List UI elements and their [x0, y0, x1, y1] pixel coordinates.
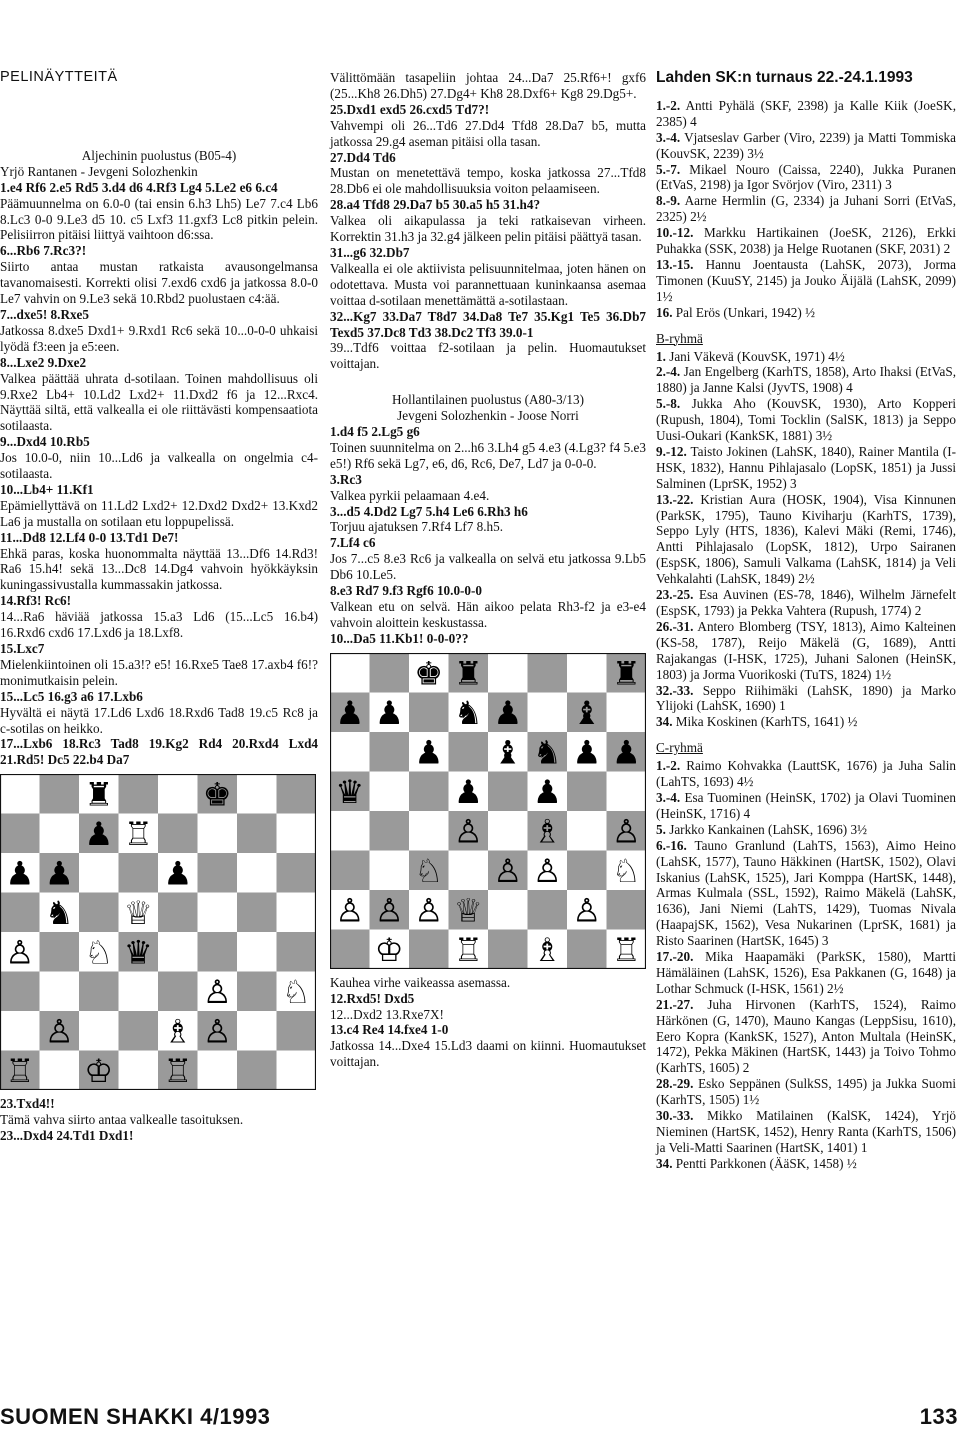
annotation-text: Siirto antaa mustan ratkaista avausongelmansa tavanomaisesti. Korrekti olisi 7.exd6 cxd6 ja jatkossa 8.0-0 Le7 vahvin on 9.Le3 sekä 10.Rbd2 puolustaen c4:ää.: [0, 259, 318, 307]
board-square: [567, 850, 607, 890]
chess-piece: ♜: [453, 654, 483, 693]
result-text: Jan Engelberg (KarhTS, 1858), Arto Ihaksi (EtVaS, 1880) ja Janne Kalsi (JyvTS, 1908) 4: [656, 364, 956, 396]
result-rank: 26.-31.: [656, 618, 694, 634]
board-square: [330, 850, 370, 890]
board-square: [567, 653, 607, 693]
section-title: PELINÄYTTEITÄ: [0, 69, 118, 85]
result-entry: [656, 444, 956, 492]
chess-piece: ♙: [335, 891, 365, 930]
annotation-text: Vahvempi oli 26...Td6 27.Dd4 Tfd8 28.Da7 b5, mutta jatkossa 29.g4 aseman pitäisi olla tasan.: [330, 117, 646, 149]
board-square: [528, 653, 568, 693]
result-text: Pal Erös (Unkari, 1942) ½: [672, 304, 815, 320]
chess-board-1: [0, 774, 316, 1090]
board-square: [449, 850, 489, 890]
move-line: 10...Da5 11.Kb1! 0-0-0??: [330, 630, 469, 646]
left-column: [0, 70, 318, 1144]
board-square: [409, 929, 449, 969]
move-line: 8...Lxe2 9.Dxe2: [0, 354, 87, 370]
result-rank: 2.-4.: [656, 364, 681, 380]
board-square: [277, 893, 317, 933]
chess-piece: ♟: [453, 772, 483, 811]
result-rank: 10.-12.: [656, 225, 694, 241]
annotation-text: 12...Dxd2 13.Rxe7X!: [330, 1006, 444, 1022]
move-line: 28.a4 Tfd8 29.Da7 b5 30.a5 h5 31.h4?: [330, 197, 541, 213]
board-square: [449, 732, 489, 772]
chess-piece: ♟: [572, 733, 602, 772]
result-text: Esa Auvinen (ES-78, 1846), Wilhelm Järnefelt (EspSK, 1793) ja Pekka Vahtera (Rupush, 1774) 2: [656, 587, 956, 618]
board-square: [40, 774, 80, 814]
board-square: [79, 893, 119, 933]
board-square: [488, 929, 528, 969]
chess-piece: ♙: [202, 973, 232, 1012]
board-square: [277, 774, 317, 814]
chess-piece: ♔: [374, 930, 404, 969]
board-square: [237, 972, 277, 1012]
chess-piece: ♗: [163, 1012, 193, 1051]
chess-piece: ♜: [84, 775, 114, 814]
chess-piece: ♝: [493, 733, 523, 772]
result-entry: [656, 758, 956, 790]
chess-piece: ♙: [572, 891, 602, 930]
chess-piece: ♟: [84, 815, 114, 854]
board-square: [607, 890, 647, 930]
result-entry: [656, 492, 956, 587]
board-square: [409, 771, 449, 811]
result-rank: 1.: [656, 348, 666, 364]
annotation-text: Jos 7...c5 8.e3 Rc6 ja valkealla on selvä etu jatkossa 9.Lb5 Db6 10.Le5.: [330, 551, 646, 583]
board-square: [119, 774, 159, 814]
result-text: Jukka Aho (KouvSK, 1930), Arto Kopperi (Rupush, 1804), Tomi Tocklin (SalSK, 1813) ja Seppo Uusi-Oukari (KankSK, 1881) 3½: [656, 396, 956, 444]
annotation-text: 14...Ra6 häviää jatkossa 15.a3 Ld6 (15...Lc5 16.b4) 16.Rxd6 cxd6 17.Lxd6 ja 18.Lxf8.: [0, 609, 318, 641]
result-entry: [656, 130, 956, 162]
board-square: [607, 771, 647, 811]
chess-piece: ♘: [281, 973, 311, 1012]
result-text: Jarkko Kankainen (LahSK, 1696) 3½: [665, 821, 867, 837]
right-column: [656, 70, 956, 1172]
result-entry: [656, 193, 956, 225]
result-rank: 34.: [656, 714, 673, 730]
board-square: [79, 972, 119, 1012]
chess-piece: ♔: [84, 1052, 114, 1091]
chess-piece: ♖: [453, 930, 483, 969]
chess-piece: ♘: [611, 851, 641, 890]
result-rank: 3.-4.: [656, 129, 681, 145]
annotation-text: Välittömään tasapeliin johtaa 24...Da7 25.Rf6+! gxf6 (25...Kh8 26.Dh5) 27.Dg4+ Kh8 28.Dxf6+ Kg8 29.Dg5+.: [330, 70, 646, 101]
board-square: [488, 653, 528, 693]
chess-piece: ♞: [532, 733, 562, 772]
annotation-text: Tämä vahva siirto antaa valkealle tasoituksen.: [0, 1112, 244, 1128]
board-square: [330, 811, 370, 851]
result-text: Mikael Nouro (Caissa, 2240), Jukka Puranen (EtVaS, 2198) ja Igor Svörjov (Viro, 2311) 3: [656, 161, 956, 193]
result-entry: [656, 1076, 956, 1108]
move-line: 14.Rf3! Rc6!: [0, 593, 72, 609]
result-text: Esko Seppänen (SulkSS, 1495) ja Jukka Suomi (KarhTS, 1505) 1½: [656, 1076, 956, 1108]
board-square: [0, 1011, 40, 1051]
chess-piece: ♟: [493, 693, 523, 732]
annotation-text: Epämiellyttävä on 11.Ld2 Lxd2+ 12.Dxd2 Dxd2+ 13.Kxd2 La6 ja mustalla on sotilaan etu loppupelissä.: [0, 497, 318, 529]
annotation-text: Mielenkiintoinen oli 15.a3!? e5! 16.Rxe5 Tae8 17.axb4 f6!? monimutkaisin pelein.: [0, 656, 318, 688]
board-square: [330, 732, 370, 772]
annotation-text: Valkean etu on selvä. Hän aikoo pelata Rh3-f2 ja e3-e4 vahvoin aloittein keskustassa.: [330, 599, 646, 630]
move-line: 23...Dxd4 24.Td1 Dxd1!: [0, 1128, 134, 1144]
game1-players: Yrjö Rantanen - Jevgeni Solozhenkin: [0, 163, 198, 179]
board-square: [198, 853, 238, 893]
chess-piece: ♖: [163, 1052, 193, 1091]
game1-heading: Aljechinin puolustus (B05-4): [81, 147, 237, 163]
board-square: [119, 853, 159, 893]
result-rank: 5.: [656, 821, 666, 837]
chess-piece: ♖: [5, 1052, 35, 1091]
result-entry: [656, 790, 956, 822]
chess-piece: ♞: [453, 693, 483, 732]
board-square: [198, 814, 238, 854]
chess-piece: ♗: [532, 812, 562, 851]
result-text: Jani Väkevä (KouvSK, 1971) 4½: [665, 348, 845, 364]
board-square: [198, 893, 238, 933]
board-square: [40, 1051, 80, 1091]
chess-piece: ♕: [123, 894, 153, 933]
annotation-text: Jatkossa 8.dxe5 Dxd1+ 9.Rxd1 Rc6 sekä 10...0-0-0 uhkaisi lyödä f3:een ja e5:een.: [0, 322, 318, 354]
result-text: Antero Blomberg (TSY, 1813), Aimo Kalteinen (KS-58, 1787), Reijo Mäkelä (G, 1689), Antti Rajakangas (I-HSK, 1725), Juhani Salonen (HeinSK, 1803) ja Jorma Vuorikoski (TuTS, 1824) 1½: [656, 618, 956, 682]
result-text: Raimo Kohvakka (LauttSK, 1676) ja Juha Salin (LahTS, 1693) 4½: [656, 758, 956, 790]
result-rank: 13.-15.: [656, 256, 694, 272]
board-square: [237, 814, 277, 854]
annotation-text: Hyvältä ei näytä 17.Ld6 Lxd6 18.Rxd6 Tad8 19.c5 Rc8 ja c-sotilas on heikko.: [0, 704, 318, 736]
result-entry: [656, 838, 956, 949]
chess-piece: ♙: [374, 891, 404, 930]
annotation-text: Valkealla ei ole aktiivista pelisuunnitelmaa, joten hänen on odotettava. Musta voi parannettuaan kuninkaansa asemaa voittaa d-sotilaan menettämättä a-sotilastaan.: [330, 260, 646, 308]
annotation-text: 39...Tdf6 voittaa f2-sotilaan ja pelin. Huomautukset voittajan.: [330, 340, 646, 372]
result-entry: [656, 822, 956, 838]
annotation-text: Toinen suunnitelma on 2...h6 3.Lh4 g5 4.e3 (4.Lg3? f4 5.e3 e5!) Rf6 sekä Lg7, e6, d6, Rc6, De7, Ld7 ja 0-0-0.: [330, 439, 646, 471]
annotation-text: Ehkä paras, koska huonommalta näyttää 13...Df6 14.Rd3! Ra6 15.h4! sekä 13...Dc8 14.Dg4 vahvoin hyökkäyksin kuningassivustalla kummassakin jatkossa.: [0, 545, 318, 593]
result-entry: [656, 997, 956, 1077]
result-rank: 9.-12.: [656, 443, 687, 459]
board-square: [119, 972, 159, 1012]
chess-piece: ♝: [572, 693, 602, 732]
board-square: [277, 1011, 317, 1051]
chess-piece: ♘: [84, 933, 114, 972]
board-square: [370, 732, 410, 772]
result-entry: [656, 364, 956, 396]
chess-piece: ♙: [611, 812, 641, 851]
result-text: Vjatseslav Garber (Viro, 2239) ja Matti Tommiska (KouvSK, 2239) 3½: [656, 129, 956, 161]
chess-piece: ♟: [374, 693, 404, 732]
move-line: 1.d4 f5 2.Lg5 g6: [330, 424, 420, 440]
board-square: [567, 929, 607, 969]
b-group-results: [656, 349, 956, 731]
chess-piece: ♙: [202, 1012, 232, 1051]
result-rank: 5.-8.: [656, 396, 681, 412]
board-square: [607, 692, 647, 732]
chess-piece: ♖: [123, 815, 153, 854]
tournament-title: Lahden SK:n turnaus 22.-24.1.1993: [656, 69, 913, 86]
result-entry: [656, 683, 956, 715]
main-group-results: [656, 98, 956, 321]
chess-piece: ♟: [611, 733, 641, 772]
move-line: 12.Rxd5! Dxd5: [330, 990, 415, 1006]
result-rank: 21.-27.: [656, 996, 694, 1012]
result-rank: 1.-2.: [656, 758, 681, 774]
game2-heading: Hollantilainen puolustus (A80-3/13): [392, 392, 584, 408]
result-text: Kristian Aura (HOSK, 1904), Visa Kinnunen (ParkSK, 1795), Tauno Kiviharju (KarhTS, 1739), Seppo Lyly (HTS, 1836), Kalevi Mäki (Remi, 1746), Antti Pihlajasalo (LopSK, 1812), Urpo Sairanen (EspSK, 1806), Samuli Valkama (LahSK, 1814) ja Veli Vehkalahti (LahSK, 1849) 2½: [656, 491, 956, 587]
annotation-text: Jos 10.0-0, niin 10...Ld6 ja valkealla on ongelmia c4-sotilaasta.: [0, 450, 318, 482]
annotation-text: Torjuu ajatuksen 7.Rf4 Lf7 8.h5.: [330, 519, 504, 535]
result-entry: [656, 396, 956, 444]
board-square: [567, 811, 607, 851]
chess-diagram-2: [330, 653, 646, 969]
game2-after-diagram: [330, 975, 646, 1070]
chess-piece: ♖: [611, 930, 641, 969]
chess-piece: ♙: [453, 812, 483, 851]
chess-piece: ♚: [202, 775, 232, 814]
result-entry: [656, 98, 956, 130]
result-text: Hannu Joentausta (LahSK, 2073), Jorma Timonen (KuuSY, 2145) ja Jouko Äijälä (LahSK, 2099) 1½: [656, 256, 956, 304]
move-line: 3.Rc3: [330, 471, 362, 487]
result-text: Markku Hartikainen (JoeSK, 2126), Erkki Puhakka (SSK, 2038) ja Helge Ruotanen (SKF, 2031) 2: [656, 225, 956, 257]
board-square: [237, 774, 277, 814]
board-square: [158, 774, 198, 814]
chess-piece: ♚: [414, 654, 444, 693]
annotation-text: Valkea pyrkii pelaamaan 4.e4.: [330, 487, 490, 503]
result-rank: 17.-20.: [656, 949, 694, 965]
board-square: [237, 893, 277, 933]
board-square: [330, 653, 370, 693]
result-entry: [656, 714, 956, 730]
chess-piece: ♗: [532, 930, 562, 969]
board-square: [409, 811, 449, 851]
move-line: 27.Dd4 Td6: [330, 149, 396, 165]
game2-body: [330, 424, 646, 647]
chess-piece: ♟: [532, 772, 562, 811]
board-square: [198, 1051, 238, 1091]
board-square: [237, 853, 277, 893]
annotation-text: Jatkossa 14...Dxe4 15.Ld3 daami on kiinni. Huomautukset voittajan.: [330, 1038, 646, 1070]
result-entry: [656, 949, 956, 997]
result-entry: [656, 619, 956, 683]
result-entry: [656, 257, 956, 305]
game1-after-diagram: [0, 1096, 318, 1144]
move-line: 8.e3 Rd7 9.f3 Rgf6 10.0-0-0: [330, 583, 483, 599]
move-line: 13.c4 Re4 14.fxe4 1-0: [330, 1022, 449, 1038]
chess-piece: ♟: [335, 693, 365, 732]
board-square: [0, 972, 40, 1012]
board-square: [277, 853, 317, 893]
move-line: 7.Lf4 c6: [330, 535, 376, 551]
result-rank: 23.-25.: [656, 587, 694, 603]
board-square: [528, 890, 568, 930]
result-rank: 30.-33.: [656, 1108, 694, 1124]
result-rank: 3.-4.: [656, 789, 681, 805]
result-rank: 8.-9.: [656, 193, 681, 209]
annotation-text: Päämuunnelma on 6.0-0 (tai ensin 6.h3 Lh5) Le7 7.c4 Lb6 8.Lc3 0-0 9.Le3 d5 10. c5 Lxf3 11.gxf3 Lc8 pitkin pelein. Pelisiirron pitäisi liittyä vaihtoon d6:ssa.: [0, 195, 318, 243]
move-line: 25.Dxd1 exd5 26.cxd5 Td7?!: [330, 101, 490, 117]
board-square: [488, 771, 528, 811]
annotation-text: Valkea oli aikapulassa ja teki ratkaisevan virheen. Korrektin 31.h3 ja 32.g4 jälkeen pelin pitäisi päättyä tasan.: [330, 213, 646, 245]
result-text: Pentti Parkkonen (ÄäSK, 1458) ½: [672, 1155, 857, 1171]
result-entry: [656, 225, 956, 257]
board-square: [528, 692, 568, 732]
annotation-text: Valkea päättää uhrata d-sotilaan. Toinen mahdollisuus oli 9.Rxe2 Lb4+ 10.Ld2 Lxd2+ 11.Dxd2 f6 ja 12...Rxc4. Näyttää siltä, että valkealla ei ole riittävästi kompensaatiota sotilaasta.: [0, 370, 318, 434]
chess-piece: ♟: [414, 733, 444, 772]
board-square: [158, 972, 198, 1012]
chess-piece: ♙: [493, 851, 523, 890]
board-square: [158, 932, 198, 972]
chess-piece: ♙: [414, 891, 444, 930]
result-rank: 16.: [656, 304, 673, 320]
board-square: [158, 814, 198, 854]
board-square: [79, 1011, 119, 1051]
magazine-footer: SUOMEN SHAKKI 4/1993: [0, 1404, 271, 1429]
annotation-text: Kauhea virhe vaikeassa asemassa.: [330, 974, 511, 990]
chess-piece: ♛: [123, 933, 153, 972]
board-square: [370, 811, 410, 851]
board-square: [198, 932, 238, 972]
chess-piece: ♙: [5, 933, 35, 972]
page-number: 133: [919, 1404, 958, 1429]
chess-piece: ♘: [414, 851, 444, 890]
board-square: [277, 814, 317, 854]
board-square: [237, 1011, 277, 1051]
c-group-title: C-ryhmä: [656, 740, 703, 756]
move-line: 32...Kg7 33.Da7 T8d7 34.Da8 Te7 35.Kg1 Te5 36.Db7 Texd5 37.Dc8 Td3 38.Dc2 Tf3 39.0-1: [330, 308, 646, 340]
board-square: [567, 771, 607, 811]
chess-piece: ♙: [532, 851, 562, 890]
board-square: [370, 850, 410, 890]
board-square: [370, 653, 410, 693]
middle-column: [330, 70, 646, 1070]
move-line: 7...dxe5! 8.Rxe5: [0, 306, 90, 322]
result-rank: 13.-22.: [656, 491, 694, 507]
result-entry: [656, 349, 956, 365]
game2-players: Jevgeni Solozhenkin - Joose Norri: [397, 408, 579, 424]
result-entry: [656, 1156, 956, 1172]
board-square: [277, 1051, 317, 1091]
board-square: [330, 929, 370, 969]
result-text: Esa Tuominen (HeinSK, 1702) ja Olavi Tuominen (HeinSK, 1716) 4: [656, 789, 956, 821]
board-square: [0, 774, 40, 814]
board-square: [119, 1011, 159, 1051]
board-square: [0, 893, 40, 933]
board-square: [40, 932, 80, 972]
chess-piece: ♛: [335, 772, 365, 811]
move-line: 31...g6 32.Db7: [330, 244, 410, 260]
board-square: [370, 771, 410, 811]
result-rank: 34.: [656, 1155, 673, 1171]
game1-body: [0, 180, 318, 769]
board-square: [237, 932, 277, 972]
result-rank: 6.-16.: [656, 837, 687, 853]
board-square: [488, 811, 528, 851]
game1-continued: [330, 70, 646, 372]
board-square: [237, 1051, 277, 1091]
result-text: Seppo Riihimäki (LahSK, 1890) ja Marko Ylijoki (LahSK, 1690) 1: [656, 682, 956, 714]
board-square: [119, 1051, 159, 1091]
chess-piece: ♟: [5, 854, 35, 893]
result-entry: [656, 587, 956, 619]
result-rank: 1.-2.: [656, 97, 681, 113]
chess-piece: ♟: [44, 854, 74, 893]
move-line: 3...d5 4.Dd2 Lg7 5.h4 Le6 6.Rh3 h6: [330, 503, 528, 519]
result-rank: 28.-29.: [656, 1076, 694, 1092]
move-line: 6...Rb6 7.Rc3?!: [0, 243, 87, 259]
board-square: [0, 814, 40, 854]
result-text: Aarne Hermlin (G, 2334) ja Juhani Sorri (EtVaS, 2325) 2½: [656, 193, 956, 225]
chess-piece: ♟: [163, 854, 193, 893]
move-line: 11...Dd8 12.Lf4 0-0 13.Td1 De7!: [0, 529, 179, 545]
result-text: Taisto Jokinen (LahSK, 1840), Rainer Mantila (I-HSK, 1832), Hannu Pihlajasalo (LopSK, 1851) ja Jussi Salminen (LprSK, 1952) 3: [656, 443, 956, 491]
board-square: [79, 853, 119, 893]
board-square: [40, 814, 80, 854]
result-text: Antti Pyhälä (SKF, 2398) ja Kalle Kiik (JoeSK, 2385) 4: [656, 97, 956, 129]
chess-piece: ♞: [44, 894, 74, 933]
result-text: Mika Haapamäki (ParkSK, 1580), Martti Hämäläinen (LahSK, 1526), Esa Pakkanen (G, 1648) ja Lothar Schmuck (I-HSK, 1561) 2½: [656, 949, 956, 996]
move-line: 9...Dxd4 10.Rb5: [0, 434, 90, 450]
result-entry: [656, 305, 956, 321]
result-rank: 32.-33.: [656, 682, 694, 698]
chess-board-2: [330, 653, 646, 969]
result-rank: 5.-7.: [656, 161, 681, 177]
annotation-text: Mustan on menetettävä tempo, koska jatkossa 27...Tfd8 28.Db6 ei ole mahdollisuuksia voiton pelaamiseen.: [330, 165, 646, 197]
chess-piece: ♙: [44, 1012, 74, 1051]
result-text: Juha Hirvonen (KarhTS, 1524), Raimo Härkönen (G, 1470), Mauno Kangas (LeppSisu, 1610), Eero Kopra (KankSK, 1527), Anton Multala (HeinSK, 1472), Pekka Mäkinen (HartSK, 1443) ja Toivo Tohmo (KarhTS, 1605) 2: [656, 996, 956, 1076]
chess-diagram-1: [0, 774, 316, 1090]
c-group-results: [656, 758, 956, 1172]
result-text: Mika Koskinen (KarhTS, 1641) ½: [672, 714, 858, 730]
board-square: [409, 692, 449, 732]
move-line: 15...Lc5 16.g3 a6 17.Lxb6: [0, 688, 143, 704]
result-text: Tauno Granlund (LahTS, 1563), Aimo Heino (LahSK, 1577), Tauno Häkkinen (HartSK, 1502), Olavi Iskanius (LahSK, 1525), Jari Komppa (HartSK, 1448), Armas Kulmala (SSL, 1592), Raimo Mäkelä (LahSK, 1636), Jani Niemi (LahTS, 1429), Tuomas Nivala (HaapajSK, 1562), Vesa Nukarinen (LprSK, 1681) ja Risto Saarinen (HartSK, 1645) 3: [656, 837, 956, 949]
b-group-title: B-ryhmä: [656, 330, 703, 346]
move-line: 15.Lxc7: [0, 641, 45, 656]
board-square: [277, 932, 317, 972]
board-square: [488, 890, 528, 930]
board-square: [158, 893, 198, 933]
result-entry: [656, 1108, 956, 1156]
move-line: 23.Txd4!!: [0, 1096, 55, 1112]
board-square: [40, 972, 80, 1012]
result-text: Mikko Matilainen (KalSK, 1424), Yrjö Nieminen (HartSK, 1452), Henry Ranta (KarhTS, 1506) ja Veli-Matti Saarinen (HartSK, 1401) 1: [656, 1108, 956, 1155]
move-line: 10...Lb4+ 11.Kf1: [0, 481, 94, 497]
result-entry: [656, 162, 956, 194]
chess-piece: ♜: [611, 654, 641, 693]
move-line: 17...Lxb6 18.Rc3 Tad8 19.Kg2 Rd4 20.Rxd4 Lxd4 21.Rd5! Dc5 22.b4 Da7: [0, 736, 318, 768]
chess-piece: ♕: [453, 891, 483, 930]
move-line: 1.e4 Rf6 2.e5 Rd5 3.d4 d6 4.Rf3 Lg4 5.Le2 e6 6.c4: [0, 179, 278, 195]
